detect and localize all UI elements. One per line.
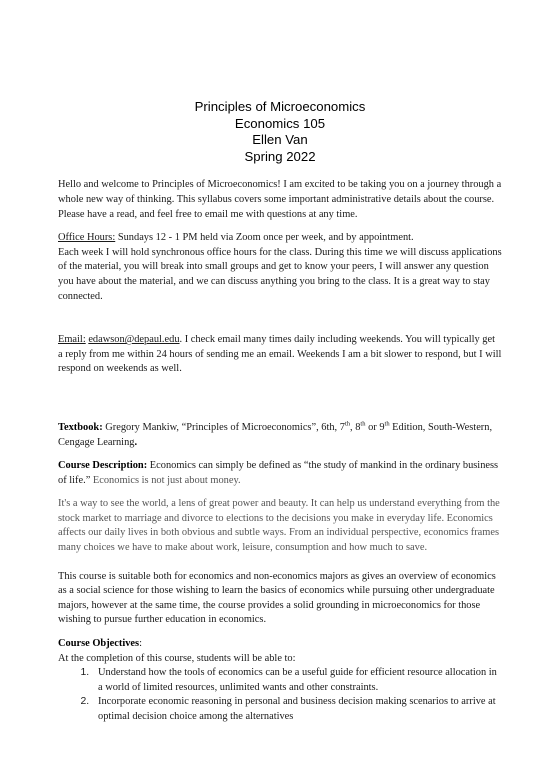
email-address-link[interactable]: edawson@depaul.edu bbox=[88, 334, 180, 346]
office-hours-label: Office Hours: bbox=[58, 232, 116, 244]
objectives-intro: At the completion of this course, students will be able to: bbox=[58, 652, 296, 664]
textbook-paragraph: Textbook: Gregory Mankiw, “Principles of Microeconomics”, 6th, 7th, 8th or 9th Edition, South-Western, Cengage Learning. bbox=[58, 420, 493, 448]
course-number: Economics 105 bbox=[234, 115, 326, 131]
email-text: . I check email many times daily including weekends. You will typically get a reply from me within 24 hours of sending me an email. Weekends I am a bit slower to respond, but I will respond on weekends as well. bbox=[58, 334, 502, 375]
objective-item: 1. Understand how the tools of economics can be a useful guide for efficient resource allocation in a world of limited resources, unlimited wants and other constraints. bbox=[92, 666, 502, 695]
title-block bbox=[58, 99, 502, 165]
objectives-heading: Course Objectives: bbox=[58, 638, 142, 650]
course-title: Principles of Microeconomics bbox=[194, 99, 366, 114]
email-label: Email: bbox=[58, 334, 86, 346]
textbook-label: Textbook: bbox=[58, 421, 103, 433]
description-paragraph-2: It's a way to see the world, a lens of great power and beauty. It can help us understand everything from the stock market to marriage and divorce to elections to the decisions you make in everyday life. Economics affects our daily lives in both obvious and subtle ways. From an individual perspective, economics frames many choices we have to make about work, leisure, consumption and how much to save. bbox=[58, 498, 500, 554]
office-hours-text: Sundays 12 - 1 PM held via Zoom once per week, and by appointment. bbox=[115, 232, 414, 244]
objectives-list bbox=[58, 666, 502, 724]
instructor-name: Ellen Van bbox=[252, 132, 308, 148]
course-description-label: Course Description: bbox=[58, 460, 148, 472]
term: Spring 2022 bbox=[244, 148, 316, 164]
office-hours-detail: Each week I will hold synchronous office hours for the class. During this time we will discuss applications of the material, you will break into small groups and get to know your peers, I will answer any question you have about the material, and we can discuss anything you bring to the class. It is a great way to stay connected. bbox=[58, 246, 502, 302]
email-paragraph bbox=[58, 333, 502, 377]
intro-paragraph: Hello and welcome to Principles of Microeconomics! I am excited to be taking you on a journey through a whole new way of thinking. This syllabus covers some important administrative details about the course. Please have a read, and feel free to email me with questions at any time. bbox=[58, 179, 502, 220]
description-paragraph-3: This course is suitable both for economics and non-economics majors as gives an overview of economics as a social science for those wishing to learn the basics of economics while pursuing other undergraduate majors, however at the same time, the course provides a solid grounding in microeconomics for those wishing to pursue further education in economics. bbox=[58, 570, 496, 626]
objective-item: 2. Incorporate economic reasoning in personal and business decision making scenarios to arrive at optimal decision choice among the alternatives bbox=[92, 695, 502, 724]
office-hours-line bbox=[58, 231, 502, 246]
course-description: Course Description: Economics can simply be defined as “the study of mankind in the ordinary business of life.” Economics is not just about money. bbox=[58, 460, 499, 486]
